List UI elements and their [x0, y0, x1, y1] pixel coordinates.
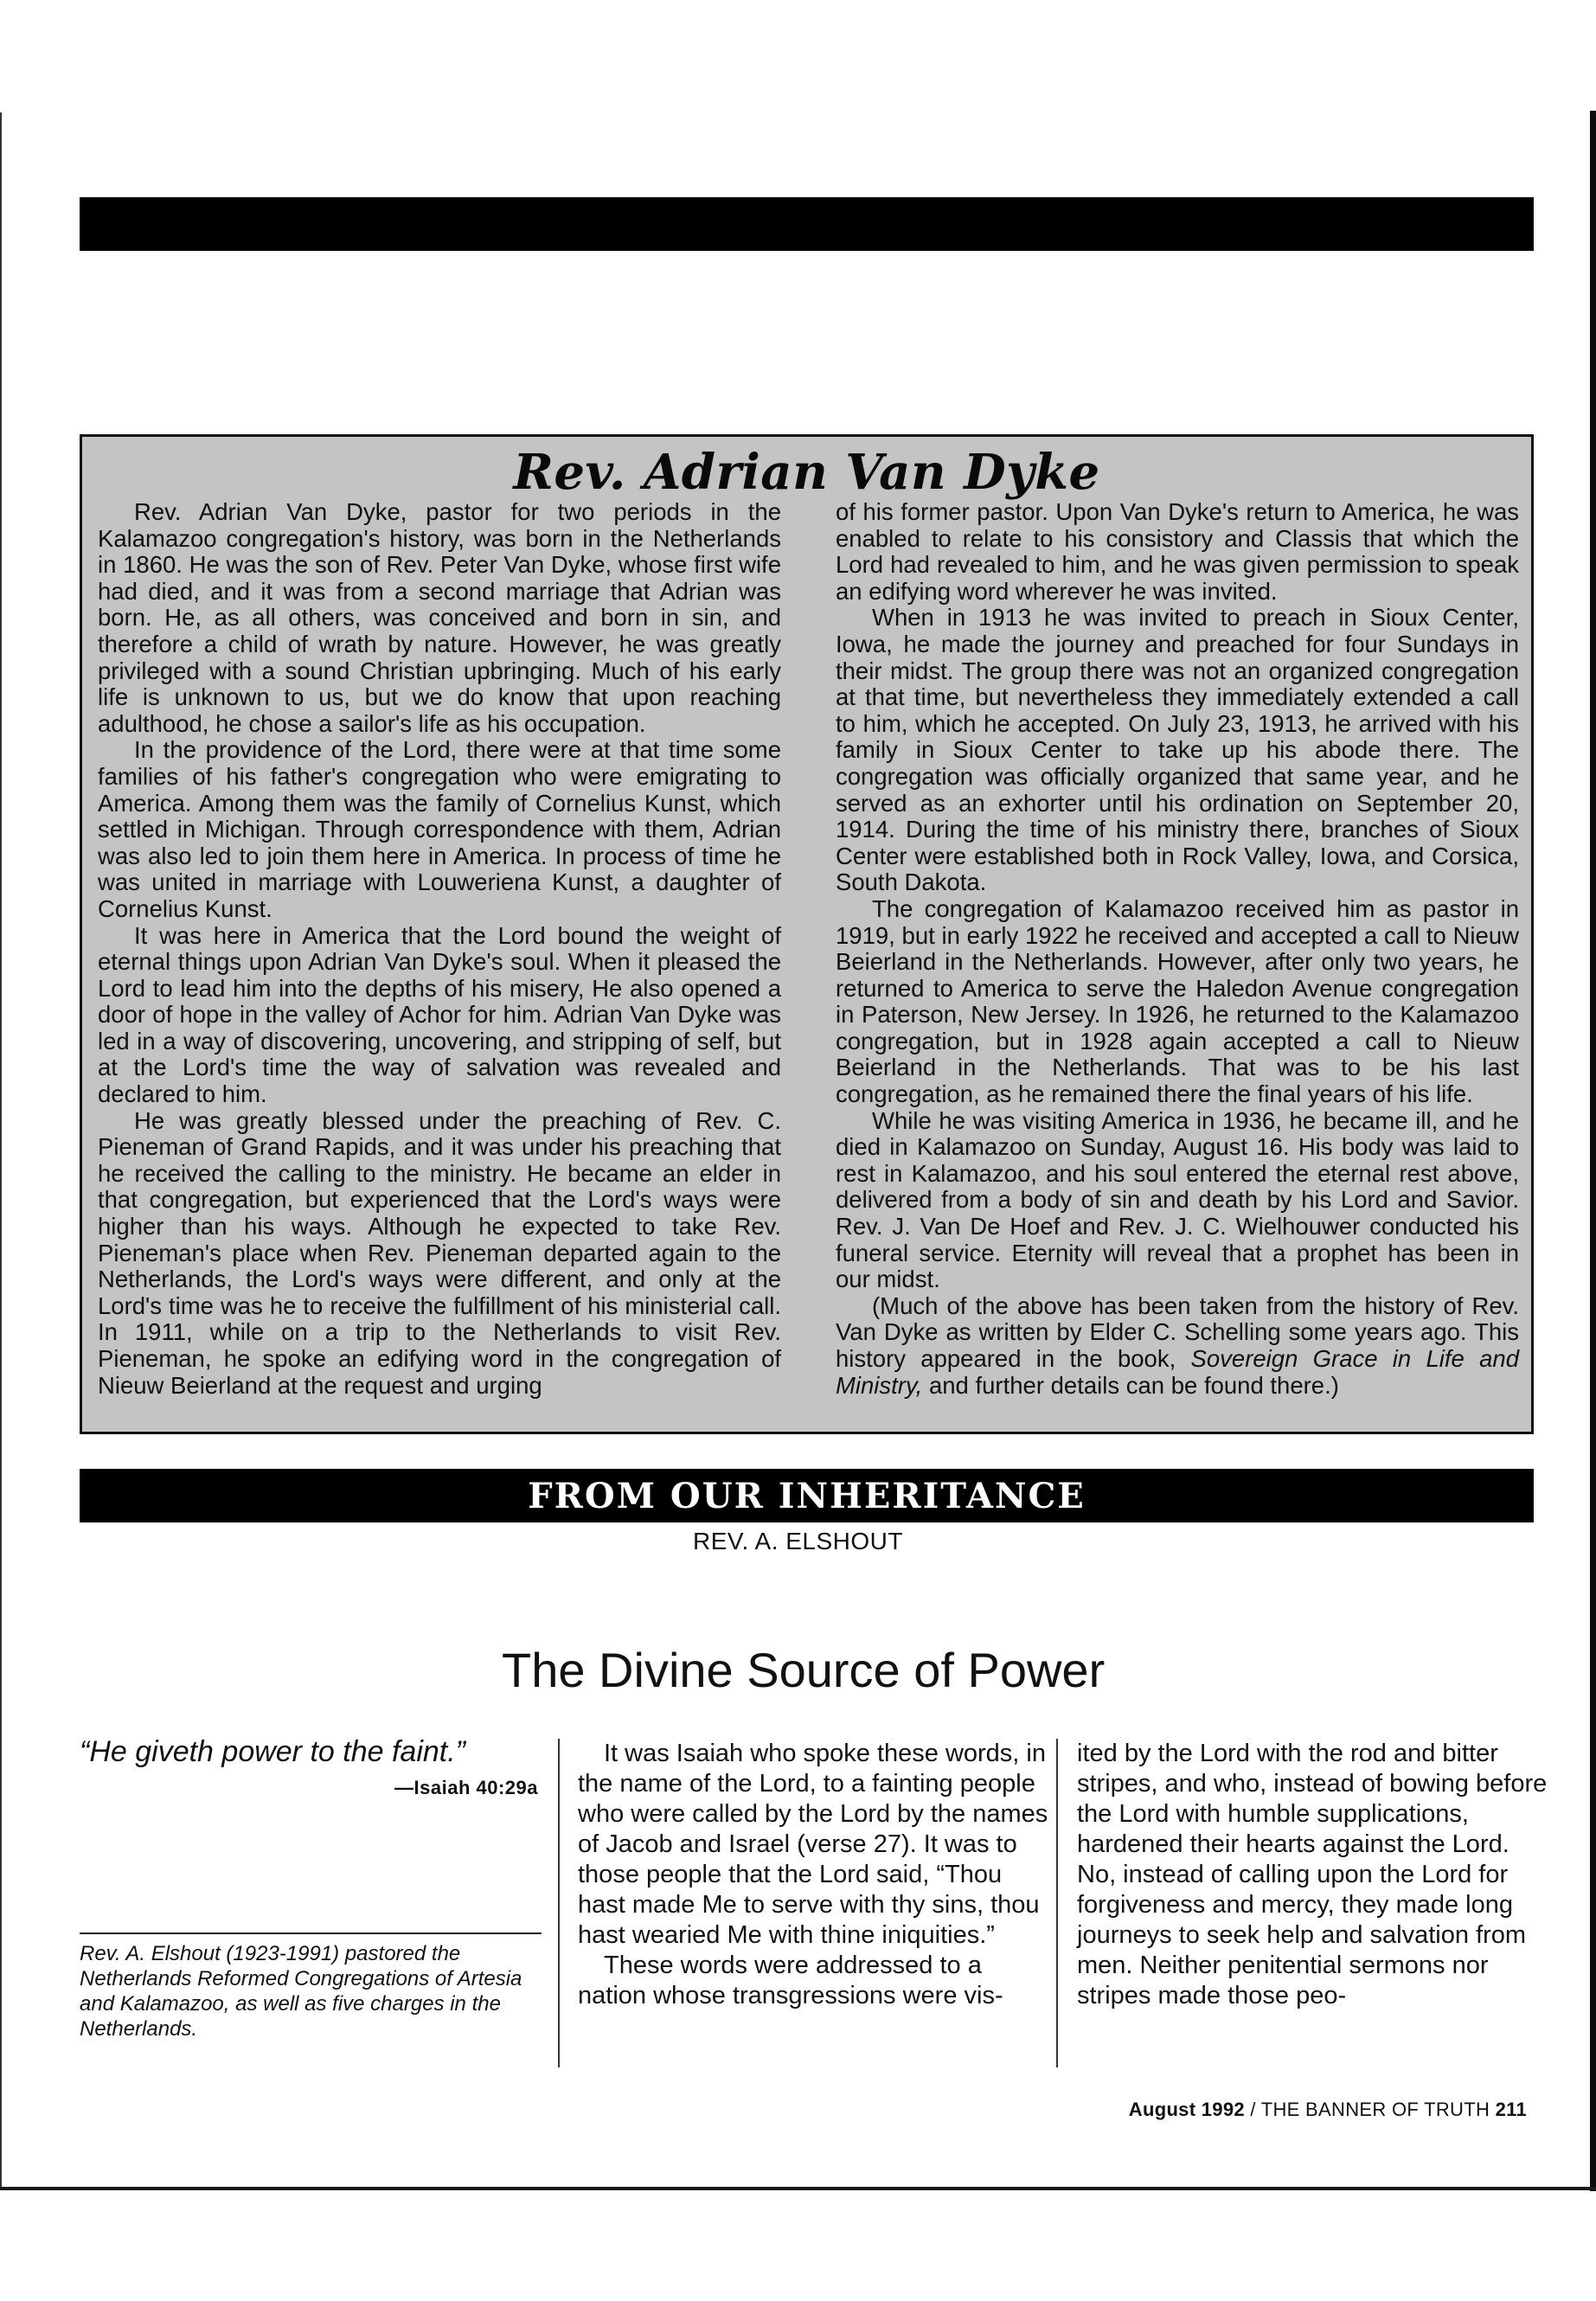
bio-paragraph: When in 1913 he was invited to preach in Sioux Center, Iowa, he made the journey and preached for four Sundays in their midst. The group there was not an organized congregation at that time, but nevertheless they immediately extended a call to him, which he accepted. On July 23, 1913, he arrived with his family in Sioux Center to take up his abode there. The congregation was officially organized that same year, and he served as an exhorter until his ordination on September 20, 1914. During the time of his ministry there, branches of Sioux Center were established both in Rock Valley, Iowa, and Corsica, South Dakota.	[836, 604, 1519, 896]
bio-paragraph: The congregation of Kalamazoo received him as pastor in 1919, but in early 1922 he received and accepted a call to Nieuw Beierland in the Netherlands. However, after only two years, he returned to America to serve the Haledon Avenue congregation in Paterson, New Jersey. In 1926, he returned to the Kalamazoo congregation, but in 1928 again accepted a call to Nieuw Beierland in the Netherlands. That was to be his last congregation, as he remained there the final years of his life.	[836, 894, 1519, 1108]
page-bottom-edge	[0, 2187, 1596, 2190]
footer-magazine: THE BANNER OF TRUTH	[1260, 2099, 1490, 2120]
epigraph-reference: —Isaiah 40:29a	[394, 1777, 538, 1798]
biography-sidebar	[80, 434, 1534, 1434]
bio-left-column	[98, 499, 781, 1399]
column-divider	[1056, 1739, 1058, 2067]
section-banner-title: FROM OUR INHERITANCE	[528, 1475, 1086, 1516]
author-note-divider	[80, 1932, 542, 1934]
article-paragraph: It was Isaiah who spoke these words, in the name of the Lord, to a fainting people who were called by the Lord by the names of Jacob and Israel (verse 27). It was to those people that the Lord said, “Thou hast made Me to serve with thy sins, thou hast wearied Me with thine iniquities.”	[578, 1740, 1048, 1949]
bio-closing-note: (Much of the above has been taken from the history of Rev. Van Dyke as written by Elder C. Schelling some years ago. This history appeared in the book, Sovereign Grace in Life and Ministry, and further details can be found there.)	[836, 1292, 1519, 1399]
bio-paragraph: Rev. Adrian Van Dyke, pastor for two periods in the Kalamazoo congregation's history, was born in the Netherlands in 1860. He was the son of Rev. Peter Van Dyke, whose first wife had died, and it was from a second marriage that Adrian was born. He, as all others, was conceived and born in sin, and therefore a child of wrath by nature. However, he was greatly privileged with a sound Christian upbringing. Much of his early life is unknown to us, but we do know that upon reaching adulthood, he chose a sailor's life as his occupation.	[98, 498, 781, 737]
column-divider	[558, 1739, 560, 2067]
footer-date: August 1992	[1128, 2099, 1245, 2120]
article-column-2	[1077, 1739, 1548, 2011]
epigraph-quote: “He giveth power to the faint.”	[80, 1735, 466, 1768]
bio-paragraph: It was here in America that the Lord bound the weight of eternal things upon Adrian Van Dyke's soul. When it pleased the Lord to lead him into the depths of his misery, He also opened a door of hope in the valley of Achor for him. Adrian Van Dyke was led in a way of discovering, uncovering, and stripping of self, but at the Lord's time the way of salvation was revealed and declared to him.	[98, 921, 781, 1108]
page-right-edge	[1590, 111, 1596, 2191]
bio-title: Rev. Adrian Van Dyke	[513, 444, 1100, 501]
bio-paragraph: In the providence of the Lord, there were at that time some families of his father's congregation who were emigrating to America. Among them was the family of Cornelius Kunst, which settled in Michigan. Through correspondence with them, Adrian was also led to join them here in America. In process of time he was united in marriage with Louweriena Kunst, a daughter of Cornelius Kunst.	[98, 736, 781, 922]
book-title: Sovereign Grace in Life and Ministry,	[836, 1345, 1519, 1399]
page-left-edge	[0, 112, 2, 2189]
top-black-bar	[80, 197, 1534, 251]
article-paragraph: These words were addressed to a nation whose transgressions were vis-	[578, 1952, 1003, 2009]
bio-paragraph: He was greatly blessed under the preaching of Rev. C. Pieneman of Grand Rapids, and it was under his preaching that he received the calling to the ministry. He became an elder in that congregation, but experienced that the Lord's ways were higher than his ways. Although he expected to take Rev. Pieneman's place when Rev. Pieneman departed again to the Netherlands, the Lord's ways were different, and only at the Lord's time was he to receive the fulfillment of his ministerial call. In 1911, while on a trip to the Netherlands to visit Rev. Pieneman, he spoke an edifying word in the congregation of Nieuw Beierland at the request and urging	[98, 1106, 781, 1399]
article-column-1	[578, 1739, 1049, 2011]
section-banner	[80, 1469, 1534, 1522]
bio-right-column	[836, 499, 1519, 1399]
page-number: 211	[1495, 2099, 1527, 2120]
bio-paragraph: While he was visiting America in 1936, he became ill, and he died in Kalamazoo on Sunday, August 16. His body was laid to rest in Kalamazoo, and his soul entered the eternal rest above, delivered from a body of sin and death by his Lord and Savior. Rev. J. Van De Hoef and Rev. J. C. Wielhouwer conducted his funeral service. Eternity will reveal that a prophet has been in our midst.	[836, 1106, 1519, 1293]
bio-paragraph-continued: of his former pastor. Upon Van Dyke's return to America, he was enabled to relate to his consistory and Classis that which the Lord had revealed to him, and he was given permission to speak an edifying word wherever he was invited.	[836, 498, 1519, 605]
author-byline: REV. A. ELSHOUT	[693, 1528, 903, 1554]
author-note: Rev. A. Elshout (1923-1991) pastored the Netherlands Reformed Congregations of Artesia and Kalamazoo, as well as five charges in the Netherlands.	[80, 1942, 522, 2041]
article-paragraph-continued: ited by the Lord with the rod and bitter stripes, and who, instead of bowing before the Lord with humble supplications, hardened their hearts against the Lord. No, instead of calling upon the Lord for forgiveness and mercy, they made long journeys to seek help and salvation from men. Neither penitential sermons nor stripes made those peo-	[1077, 1740, 1548, 2009]
footer-separator: /	[1244, 2099, 1261, 2120]
page-footer	[1129, 2099, 1527, 2121]
article-title: The Divine Source of Power	[502, 1643, 1106, 1697]
